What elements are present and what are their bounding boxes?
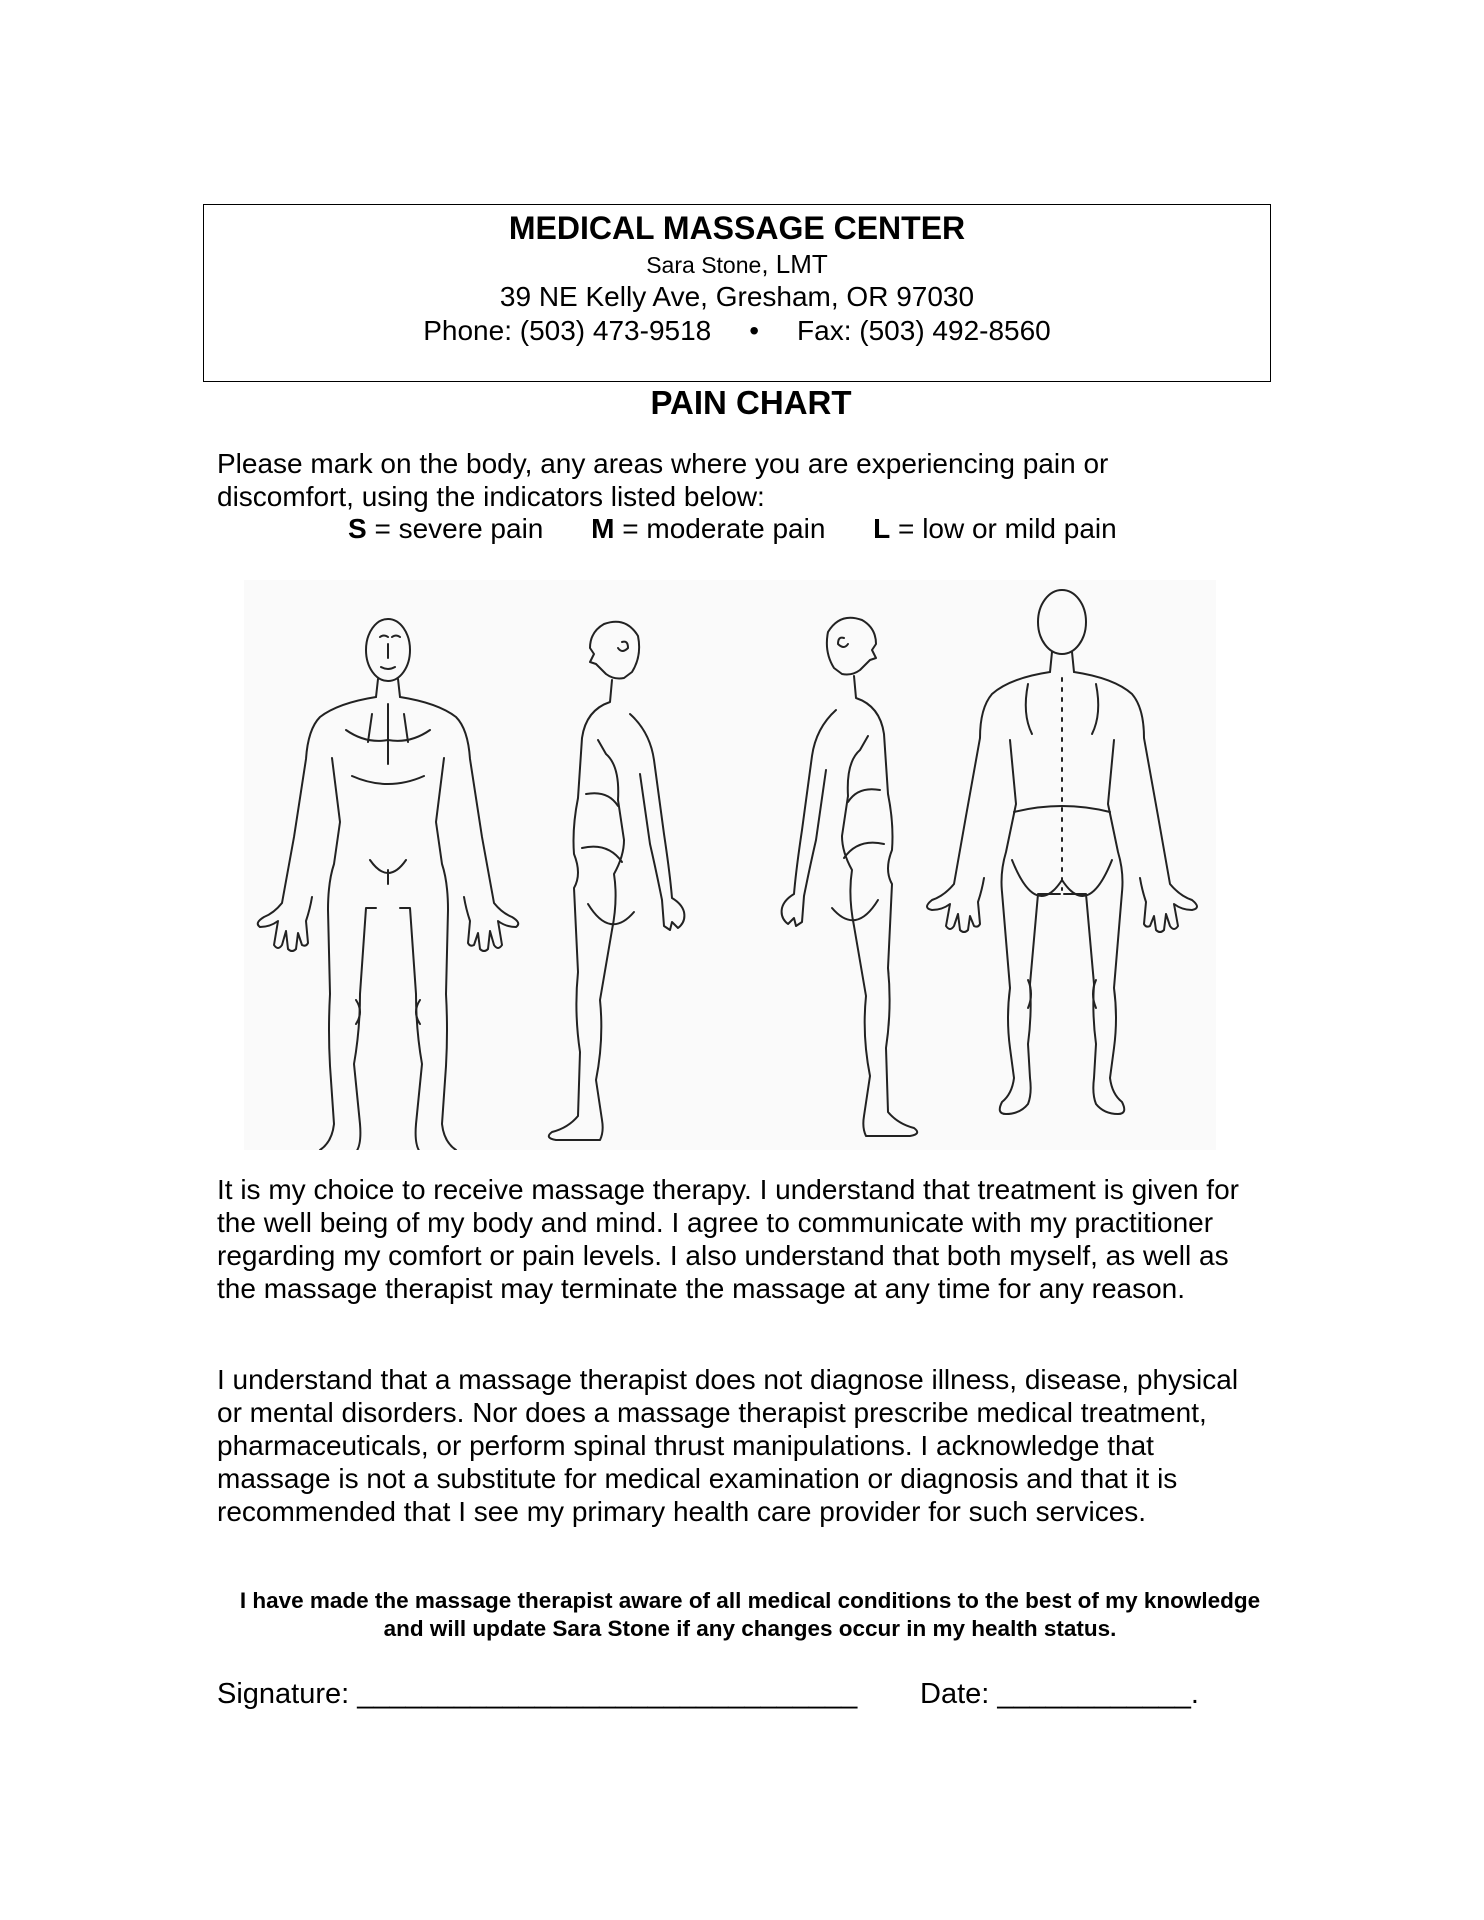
legend-severe	[348, 512, 543, 546]
legend-code: M	[591, 513, 615, 544]
fax: Fax: (503) 492-8560	[797, 315, 1051, 346]
legend-low	[873, 512, 1117, 546]
page-title: PAIN CHART	[650, 384, 852, 421]
date-field[interactable]	[920, 1676, 1199, 1712]
legend-code: S	[348, 513, 367, 544]
address: 39 NE Kelly Ave, Gresham, OR 97030	[499, 281, 975, 312]
legend-code: L	[873, 513, 891, 544]
signature-field[interactable]	[217, 1676, 857, 1712]
legend-meaning: = moderate pain	[614, 513, 826, 544]
date-label: Date:	[920, 1678, 998, 1710]
disclaimer-paragraph: I understand that a massage therapist does not diagnose illness, disease, physical or mental disorders. Nor does a massage therapist prescribe medical treatment, pharmaceuticals, or perform spinal thrust manipulations. I acknowledge that massage is not a substitute for medical examination or diagnosis and that it is recommended that I see my primary health care provider for such services.	[217, 1364, 1239, 1527]
instructions: Please mark on the body, any areas where you are experiencing pain or discomfort, using the indicators listed below:	[217, 448, 1109, 512]
legend-meaning: = severe pain	[366, 513, 544, 544]
date-blank[interactable]: ____________.	[997, 1678, 1199, 1710]
signature-label: Signature:	[217, 1678, 358, 1710]
practitioner-credential: , LMT	[761, 249, 828, 279]
signature-blank[interactable]: _______________________________	[357, 1678, 858, 1710]
contact-line	[204, 313, 1270, 349]
bullet-separator: •	[749, 315, 760, 346]
practitioner	[204, 247, 1270, 282]
header-box	[203, 204, 1271, 382]
practitioner-name: Sara Stone	[646, 252, 762, 278]
legend-meaning: = low or mild pain	[890, 513, 1117, 544]
consent-paragraph: It is my choice to receive massage therapy. I understand that treatment is given for the well being of my body and mind. I agree to communicate with my practitioner regarding my comfort or pain levels. I also understand that both myself, as well as the massage therapist may terminate the massage at any time for any reason.	[217, 1174, 1239, 1304]
phone: Phone: (503) 473-9518	[423, 315, 712, 346]
acknowledgment-statement: I have made the massage therapist aware of all medical conditions to the best of my knowledge and will update Sara Stone if any changes occur in my health status.	[239, 1588, 1261, 1641]
pain-legend	[348, 512, 1117, 546]
body-diagram[interactable]	[244, 580, 1216, 1150]
legend-moderate	[591, 512, 825, 546]
organization-name: MEDICAL MASSAGE CENTER	[508, 210, 966, 246]
